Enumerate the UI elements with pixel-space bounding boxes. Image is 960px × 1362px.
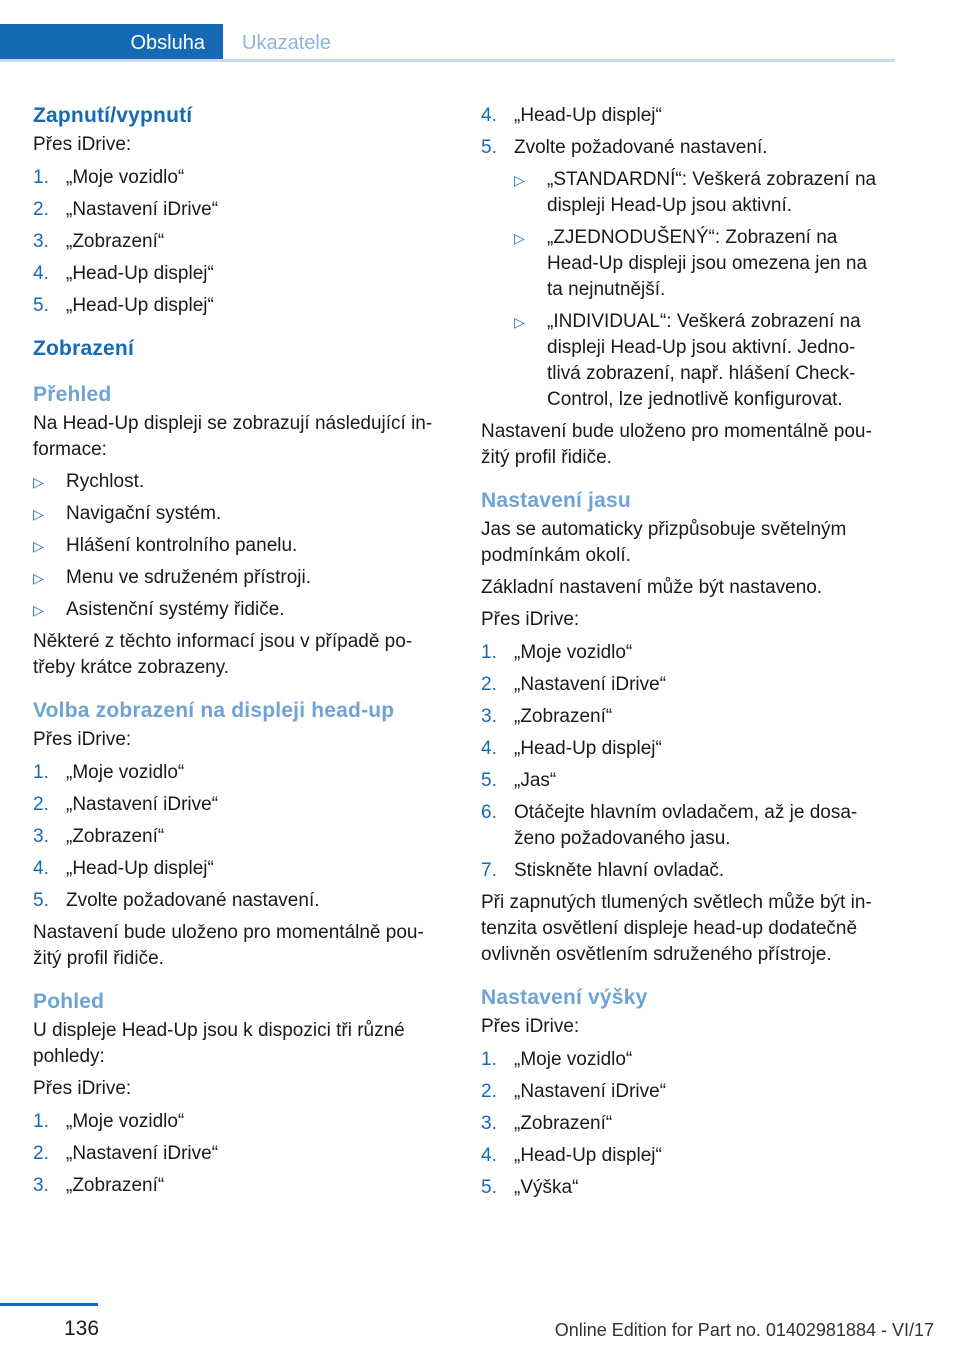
list-item: 5. Zvolte požadované nastavení. xyxy=(481,137,768,158)
paragraph: Základní nastavení může být nastaveno. xyxy=(481,577,823,598)
list-item: ▷ Menu ve sdruženém přístroji. xyxy=(33,565,448,591)
heading-zapnuti: Zapnutí/vypnutí xyxy=(33,104,193,127)
option-list xyxy=(481,167,896,413)
list-item: 5. „Head-Up displej“ xyxy=(33,295,214,316)
list-item: 5. Zvolte požadované nastavení. xyxy=(33,890,320,911)
footer-rule xyxy=(0,1303,98,1306)
paragraph: Přes iDrive: xyxy=(33,729,132,750)
paragraph: Jas se automaticky přizpůsobuje světelným podmínkám okolí. xyxy=(481,519,847,566)
list-item: 5. „Výška“ xyxy=(481,1177,579,1198)
steps-list xyxy=(481,1047,896,1201)
tab-bar-rule xyxy=(0,59,895,62)
list-item: ▷ Hlášení kontrolního panelu. xyxy=(33,533,448,559)
tab-obsluha-label: Obsluha xyxy=(130,31,205,54)
list-item: ▷ Rychlost. xyxy=(33,469,448,495)
bullet-triangle-icon: ▷ xyxy=(33,570,44,586)
list-item: 4. „Head-Up displej“ xyxy=(481,738,662,759)
tab-ukazatele-label: Ukazatele xyxy=(242,31,331,54)
tab-ukazatele[interactable] xyxy=(242,24,331,62)
list-item: 5. „Jas“ xyxy=(481,770,557,791)
list-item: ▷ „ZJEDNODUŠENÝ“: Zobrazení na Head-Up displeji jsou omezena jen na ta nejnutnější. xyxy=(514,225,896,303)
paragraph: Na Head-Up displeji se zobrazují následující in- formace: xyxy=(33,413,433,460)
heading-nastaveni-jasu: Nastavení jasu xyxy=(481,489,631,512)
list-item: 3. „Zobrazení“ xyxy=(481,706,613,727)
paragraph: Při zapnutých tlumených světlech může být in- tenzita osvětlení displeje head-up dodatečně ovlivněn osvětlením sdruženého přístroje. xyxy=(481,892,872,965)
list-item: 2. „Nastavení iDrive“ xyxy=(481,674,667,695)
list-item: 3. „Zobrazení“ xyxy=(33,826,165,847)
list-item: 1. „Moje vozidlo“ xyxy=(33,1111,185,1132)
paragraph: Přes iDrive: xyxy=(481,1016,580,1037)
list-item: 4. „Head-Up displej“ xyxy=(481,105,662,126)
list-item: 1. „Moje vozidlo“ xyxy=(33,167,185,188)
heading-zobrazeni: Zobrazení xyxy=(33,337,134,360)
list-item: 2. „Nastavení iDrive“ xyxy=(33,794,219,815)
paragraph: Přes iDrive: xyxy=(481,609,580,630)
list-item: 4. „Head-Up displej“ xyxy=(481,1145,662,1166)
list-item: 4. „Head-Up displej“ xyxy=(33,263,214,284)
bullet-triangle-icon: ▷ xyxy=(33,602,44,618)
bullet-list xyxy=(33,469,448,623)
edition-footer: Online Edition for Part no. 01402981884 - VI/17 xyxy=(554,1320,934,1340)
steps-list xyxy=(33,760,448,914)
heading-pohled: Pohled xyxy=(33,990,105,1013)
list-item: 1. „Moje vozidlo“ xyxy=(33,762,185,783)
list-item: 2. „Nastavení iDrive“ xyxy=(33,1143,219,1164)
steps-list xyxy=(33,1109,448,1199)
list-item: 1. „Moje vozidlo“ xyxy=(481,1049,633,1070)
left-column xyxy=(33,100,448,1199)
bullet-triangle-icon: ▷ xyxy=(33,538,44,554)
list-item: ▷ Navigační systém. xyxy=(33,501,448,527)
page-number: 136 xyxy=(64,1317,100,1340)
list-item: ▷ „INDIVIDUAL“: Veškerá zobrazení na displeji Head-Up jsou aktivní. Jedno- tlivá zobrazení, např. hlášení Check- Control, lze jednotlivě konfigurovat. xyxy=(514,309,896,413)
list-item: 4. „Head-Up displej“ xyxy=(33,858,214,879)
list-item: 7. Stiskněte hlavní ovladač. xyxy=(481,860,725,881)
bullet-triangle-icon: ▷ xyxy=(514,230,525,246)
list-item: 6. Otáčejte hlavním ovladačem, až je dosa- ženo požadovaného jasu. xyxy=(481,802,858,849)
list-item: 1. „Moje vozidlo“ xyxy=(481,642,633,663)
list-item: 2. „Nastavení iDrive“ xyxy=(33,199,219,220)
heading-prehled: Přehled xyxy=(33,383,112,406)
list-item: 3. „Zobrazení“ xyxy=(33,1175,165,1196)
list-item: 2. „Nastavení iDrive“ xyxy=(481,1081,667,1102)
list-item: 3. „Zobrazení“ xyxy=(33,231,165,252)
bullet-triangle-icon: ▷ xyxy=(514,314,525,330)
bullet-triangle-icon: ▷ xyxy=(33,506,44,522)
steps-list xyxy=(33,165,448,319)
bullet-triangle-icon: ▷ xyxy=(514,172,525,188)
tab-obsluha[interactable] xyxy=(0,24,223,62)
list-item: 3. „Zobrazení“ xyxy=(481,1113,613,1134)
paragraph: Přes iDrive: xyxy=(33,134,132,155)
heading-nastaveni-vysky: Nastavení výšky xyxy=(481,986,648,1009)
list-item: ▷ Asistenční systémy řidiče. xyxy=(33,597,448,623)
paragraph: Některé z těchto informací jsou v případě po- třeby krátce zobrazeny. xyxy=(33,631,413,678)
paragraph: Nastavení bude uloženo pro momentálně pou- žitý profil řidiče. xyxy=(481,421,872,468)
paragraph: Přes iDrive: xyxy=(33,1078,132,1099)
bullet-triangle-icon: ▷ xyxy=(33,474,44,490)
steps-list xyxy=(481,103,896,161)
right-column xyxy=(481,100,896,1201)
paragraph: U displeje Head-Up jsou k dispozici tři různé pohledy: xyxy=(33,1020,405,1067)
list-item: ▷ „STANDARDNÍ“: Veškerá zobrazení na displeji Head-Up jsou aktivní. xyxy=(514,167,896,219)
top-tab-bar xyxy=(0,24,895,62)
steps-list xyxy=(481,640,896,884)
heading-volba-zobrazeni: Volba zobrazení na displeji head-up xyxy=(33,699,395,722)
paragraph: Nastavení bude uloženo pro momentálně pou- žitý profil řidiče. xyxy=(33,922,424,969)
